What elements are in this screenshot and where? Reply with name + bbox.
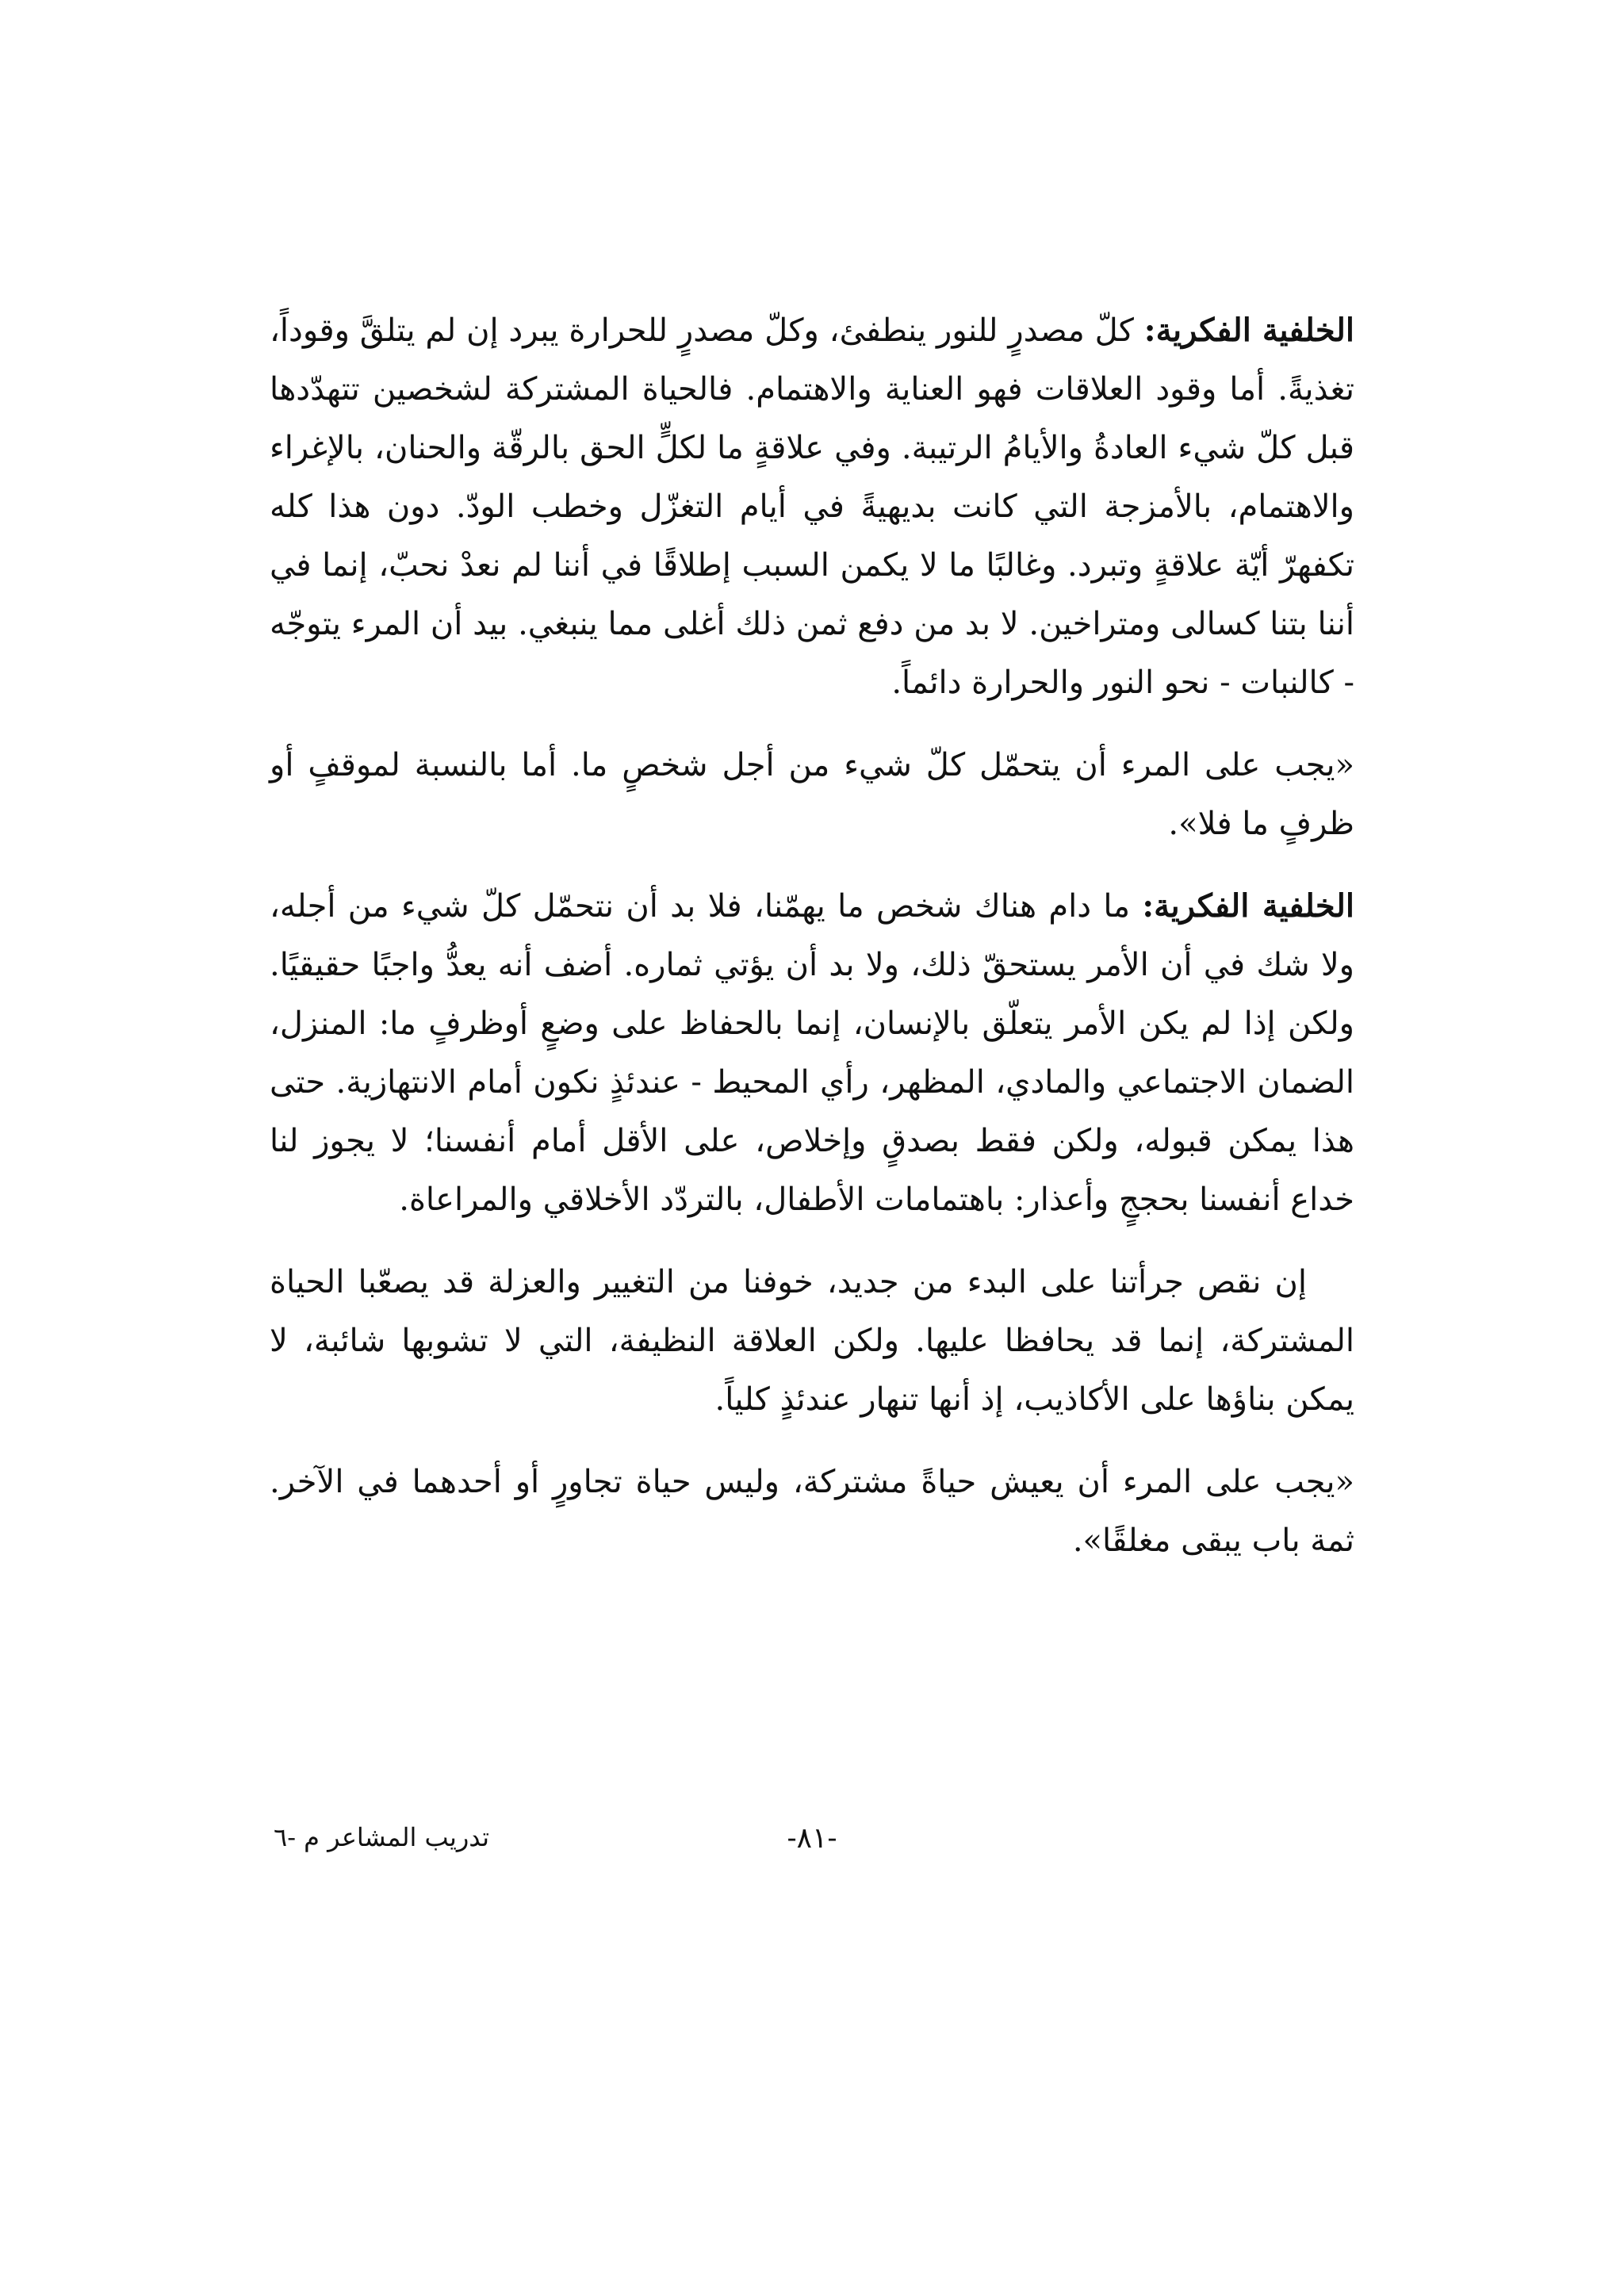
quote-1 — [270, 736, 1354, 853]
paragraph-label: الخلفية الفكرية: — [1143, 312, 1355, 349]
quote-text: «يجب على المرء أن يعيش حياةً مشتركة، وليس حياة تجاورٍ أو أحدهما في الآخر. ثمة باب يبقى مغلقًا». — [270, 1464, 1354, 1559]
paragraph-text: إن نقص جرأتنا على البدء من جديد، خوفنا من التغيير والعزلة قد يصعّبا الحياة المشتركة، إنما قد يحافظا عليها. ولكن العلاقة النظيفة، التي لا تشوبها شائبة، لا يمكن بناؤها على الأكاذيب، إذ أنها تنهار عندئذٍ كلياً. — [270, 1264, 1354, 1418]
paragraph-3 — [270, 1253, 1354, 1429]
page-number: -٨١- — [787, 1822, 837, 1855]
paragraph-text: ما دام هناك شخص ما يهمّنا، فلا بد أن نتحمّل كلّ شيء من أجله، ولا شك في أن الأمر يستحقّ ذلك، ولا بد أن يؤتي ثماره. أضف أنه يعدُّ واجبًا حقيقيًا. ولكن إذا لم يكن الأمر يتعلّق بالإنسان، إنما بالحفاظ على وضعٍ أوظرفٍ ما: المنزل، الضمان الاجتماعي والمادي، المظهر، رأي المحيط - عندئذٍ نكون أمام الانتهازية. حتى هذا يمكن قبوله، ولكن فقط بصدقٍ وإخلاص، على الأقل أمام أنفسنا؛ لا يجوز لنا خداع أنفسنا بحججٍ وأعذار: باهتمامات الأطفال، بالتردّد الأخلاقي والمراعاة. — [270, 888, 1354, 1218]
running-title: تدريب المشاعر م -٦ — [274, 1822, 489, 1852]
page-footer — [0, 1822, 1624, 1870]
quote-text: «يجب على المرء أن يتحمّل كلّ شيء من أجل شخصٍ ما. أما بالنسبة لموقفٍ أو ظرفٍ ما فلا». — [270, 747, 1354, 842]
body-text — [270, 301, 1354, 1594]
paragraph-2 — [270, 877, 1354, 1229]
paragraph-label: الخلفية الفكرية: — [1142, 887, 1354, 925]
quote-2 — [270, 1453, 1354, 1570]
paragraph-1 — [270, 301, 1354, 712]
paragraph-text: كلّ مصدرٍ للنور ينطفئ، وكلّ مصدرٍ للحرارة يبرد إن لم يتلقَّ وقوداً، تغذيةً. أما وقود العلاقات فهو العناية والاهتمام. فالحياة المشتركة لشخصين تتهدّدها قبل كلّ شيء العادةُ والأيامُ الرتيبة. وفي علاقةٍ ما لكلٍّ الحق بالرقّة والحنان، بالإغراء والاهتمام، بالأمزجة التي كانت بديهيةً في أيام التغزّل وخطب الودّ. دون هذا كله تكفهرّ أيّة علاقةٍ وتبرد. وغالبًا ما لا يكمن السبب إطلاقًا في أننا لم نعدْ نحبّ، إنما في أننا بتنا كسالى ومتراخين. لا بد من دفع ثمن ذلك أغلى مما ينبغي. بيد أن المرء يتوجّه - كالنبات - نحو النور والحرارة دائماً. — [270, 312, 1354, 701]
